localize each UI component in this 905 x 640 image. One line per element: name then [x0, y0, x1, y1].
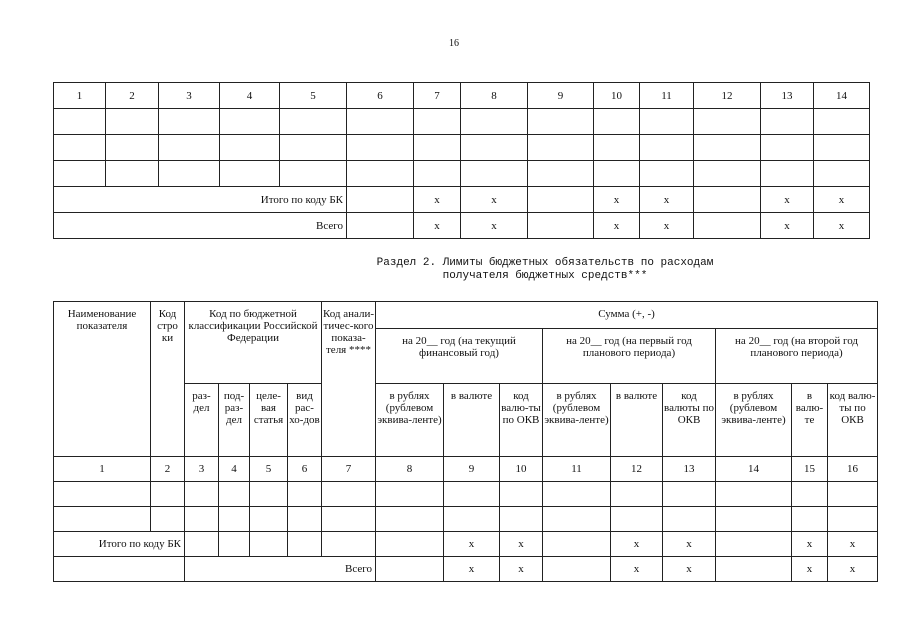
header-year-plan1: на 20__ год (на первый год планового периода) — [543, 329, 716, 384]
header-razdel: раз-дел — [185, 384, 219, 457]
table-row — [54, 161, 870, 187]
t1-vsego-label: Всего — [54, 213, 347, 239]
x-mark: x — [640, 187, 694, 213]
t2-col-num: 6 — [288, 457, 322, 482]
x-mark: x — [611, 557, 663, 582]
header-row-1 — [54, 302, 878, 329]
t1-col-num: 9 — [528, 83, 594, 109]
header-sum: Сумма (+, -) — [376, 302, 878, 329]
x-mark: x — [828, 532, 878, 557]
x-mark: x — [828, 557, 878, 582]
t2-col-num: 5 — [250, 457, 288, 482]
t1-itogo-label: Итого по коду БК — [54, 187, 347, 213]
t2-col-num: 12 — [611, 457, 663, 482]
x-mark: x — [814, 213, 870, 239]
t2-col-num: 7 — [322, 457, 376, 482]
t2-col-num: 15 — [792, 457, 828, 482]
t2-col-num: 1 — [54, 457, 151, 482]
x-mark: x — [414, 187, 461, 213]
header-podrazdel: под-раз-дел — [219, 384, 250, 457]
section-title-line1: Раздел 2. Лимиты бюджетных обязательств по расходам — [376, 257, 714, 269]
table-row — [54, 507, 878, 532]
header-name: Наименование показателя — [54, 302, 151, 457]
header-okv-1: код валю-ты по ОКВ — [500, 384, 543, 457]
table-row — [54, 482, 878, 507]
x-mark: x — [640, 213, 694, 239]
t1-col-num: 10 — [594, 83, 640, 109]
header-currency-2: в валюте — [611, 384, 663, 457]
x-mark: x — [761, 213, 814, 239]
header-okv-3: код валю-ты по ОКВ — [828, 384, 878, 457]
t1-col-num: 2 — [106, 83, 159, 109]
x-mark: x — [500, 557, 543, 582]
section-2-title — [240, 257, 850, 283]
limits-table — [53, 301, 878, 582]
x-mark: x — [461, 213, 528, 239]
t2-col-num: 2 — [151, 457, 185, 482]
t1-col-num: 7 — [414, 83, 461, 109]
table1-itogo-row — [54, 187, 870, 213]
t2-col-num: 4 — [219, 457, 250, 482]
table2-number-row — [54, 457, 878, 482]
x-mark: x — [611, 532, 663, 557]
t1-col-num: 3 — [159, 83, 220, 109]
header-currency-3: в валю-те — [792, 384, 828, 457]
t2-col-num: 9 — [444, 457, 500, 482]
x-mark: x — [461, 187, 528, 213]
t2-col-num: 8 — [376, 457, 444, 482]
section-title-line2: получателя бюджетных средств*** — [442, 270, 648, 282]
header-target-article: целе-вая статья — [250, 384, 288, 457]
t2-itogo-label: Итого по коду БК — [54, 532, 185, 557]
header-bk-code: Код по бюджетной классификации Российской Федерации — [185, 302, 322, 384]
x-mark: x — [663, 532, 716, 557]
t1-col-num: 5 — [280, 83, 347, 109]
x-mark: x — [814, 187, 870, 213]
header-year-current: на 20__ год (на текущий финансовый год) — [376, 329, 543, 384]
table2-itogo-row — [54, 532, 878, 557]
page-number: 16 — [449, 38, 459, 49]
header-analytic-code: Код анали-тичес-кого показа-теля **** — [322, 302, 376, 457]
table-row — [54, 109, 870, 135]
header-year-plan2: на 20__ год (на второй год планового периода) — [716, 329, 878, 384]
header-rub-1: в рублях (рублевом эквива-ленте) — [376, 384, 444, 457]
t1-col-num: 13 — [761, 83, 814, 109]
t1-col-num: 1 — [54, 83, 106, 109]
table-continuation — [53, 82, 870, 239]
table1-vsego-row — [54, 213, 870, 239]
x-mark: x — [444, 557, 500, 582]
table2-vsego-row — [54, 557, 878, 582]
header-row-code: Код стро ки — [151, 302, 185, 457]
t1-col-num: 12 — [694, 83, 761, 109]
header-rub-3: в рублях (рублевом эквива-ленте) — [716, 384, 792, 457]
x-mark: x — [663, 557, 716, 582]
header-rub-2: в рублях (рублевом эквива-ленте) — [543, 384, 611, 457]
t1-col-num: 6 — [347, 83, 414, 109]
x-mark: x — [414, 213, 461, 239]
t1-col-num: 11 — [640, 83, 694, 109]
table1-number-row — [54, 83, 870, 109]
t2-col-num: 14 — [716, 457, 792, 482]
t2-col-num: 16 — [828, 457, 878, 482]
header-okv-2: код валюты по ОКВ — [663, 384, 716, 457]
t2-col-num: 13 — [663, 457, 716, 482]
t1-col-num: 8 — [461, 83, 528, 109]
x-mark: x — [792, 557, 828, 582]
x-mark: x — [594, 213, 640, 239]
x-mark: x — [500, 532, 543, 557]
x-mark: x — [594, 187, 640, 213]
t1-col-num: 4 — [220, 83, 280, 109]
x-mark: x — [792, 532, 828, 557]
t1-col-num: 14 — [814, 83, 870, 109]
t2-col-num: 11 — [543, 457, 611, 482]
t2-col-num: 3 — [185, 457, 219, 482]
header-currency-1: в валюте — [444, 384, 500, 457]
t2-vsego-label: Всего — [185, 557, 376, 582]
header-expense-type: вид рас-хо-дов — [288, 384, 322, 457]
t2-col-num: 10 — [500, 457, 543, 482]
x-mark: x — [761, 187, 814, 213]
x-mark: x — [444, 532, 500, 557]
table-row — [54, 135, 870, 161]
